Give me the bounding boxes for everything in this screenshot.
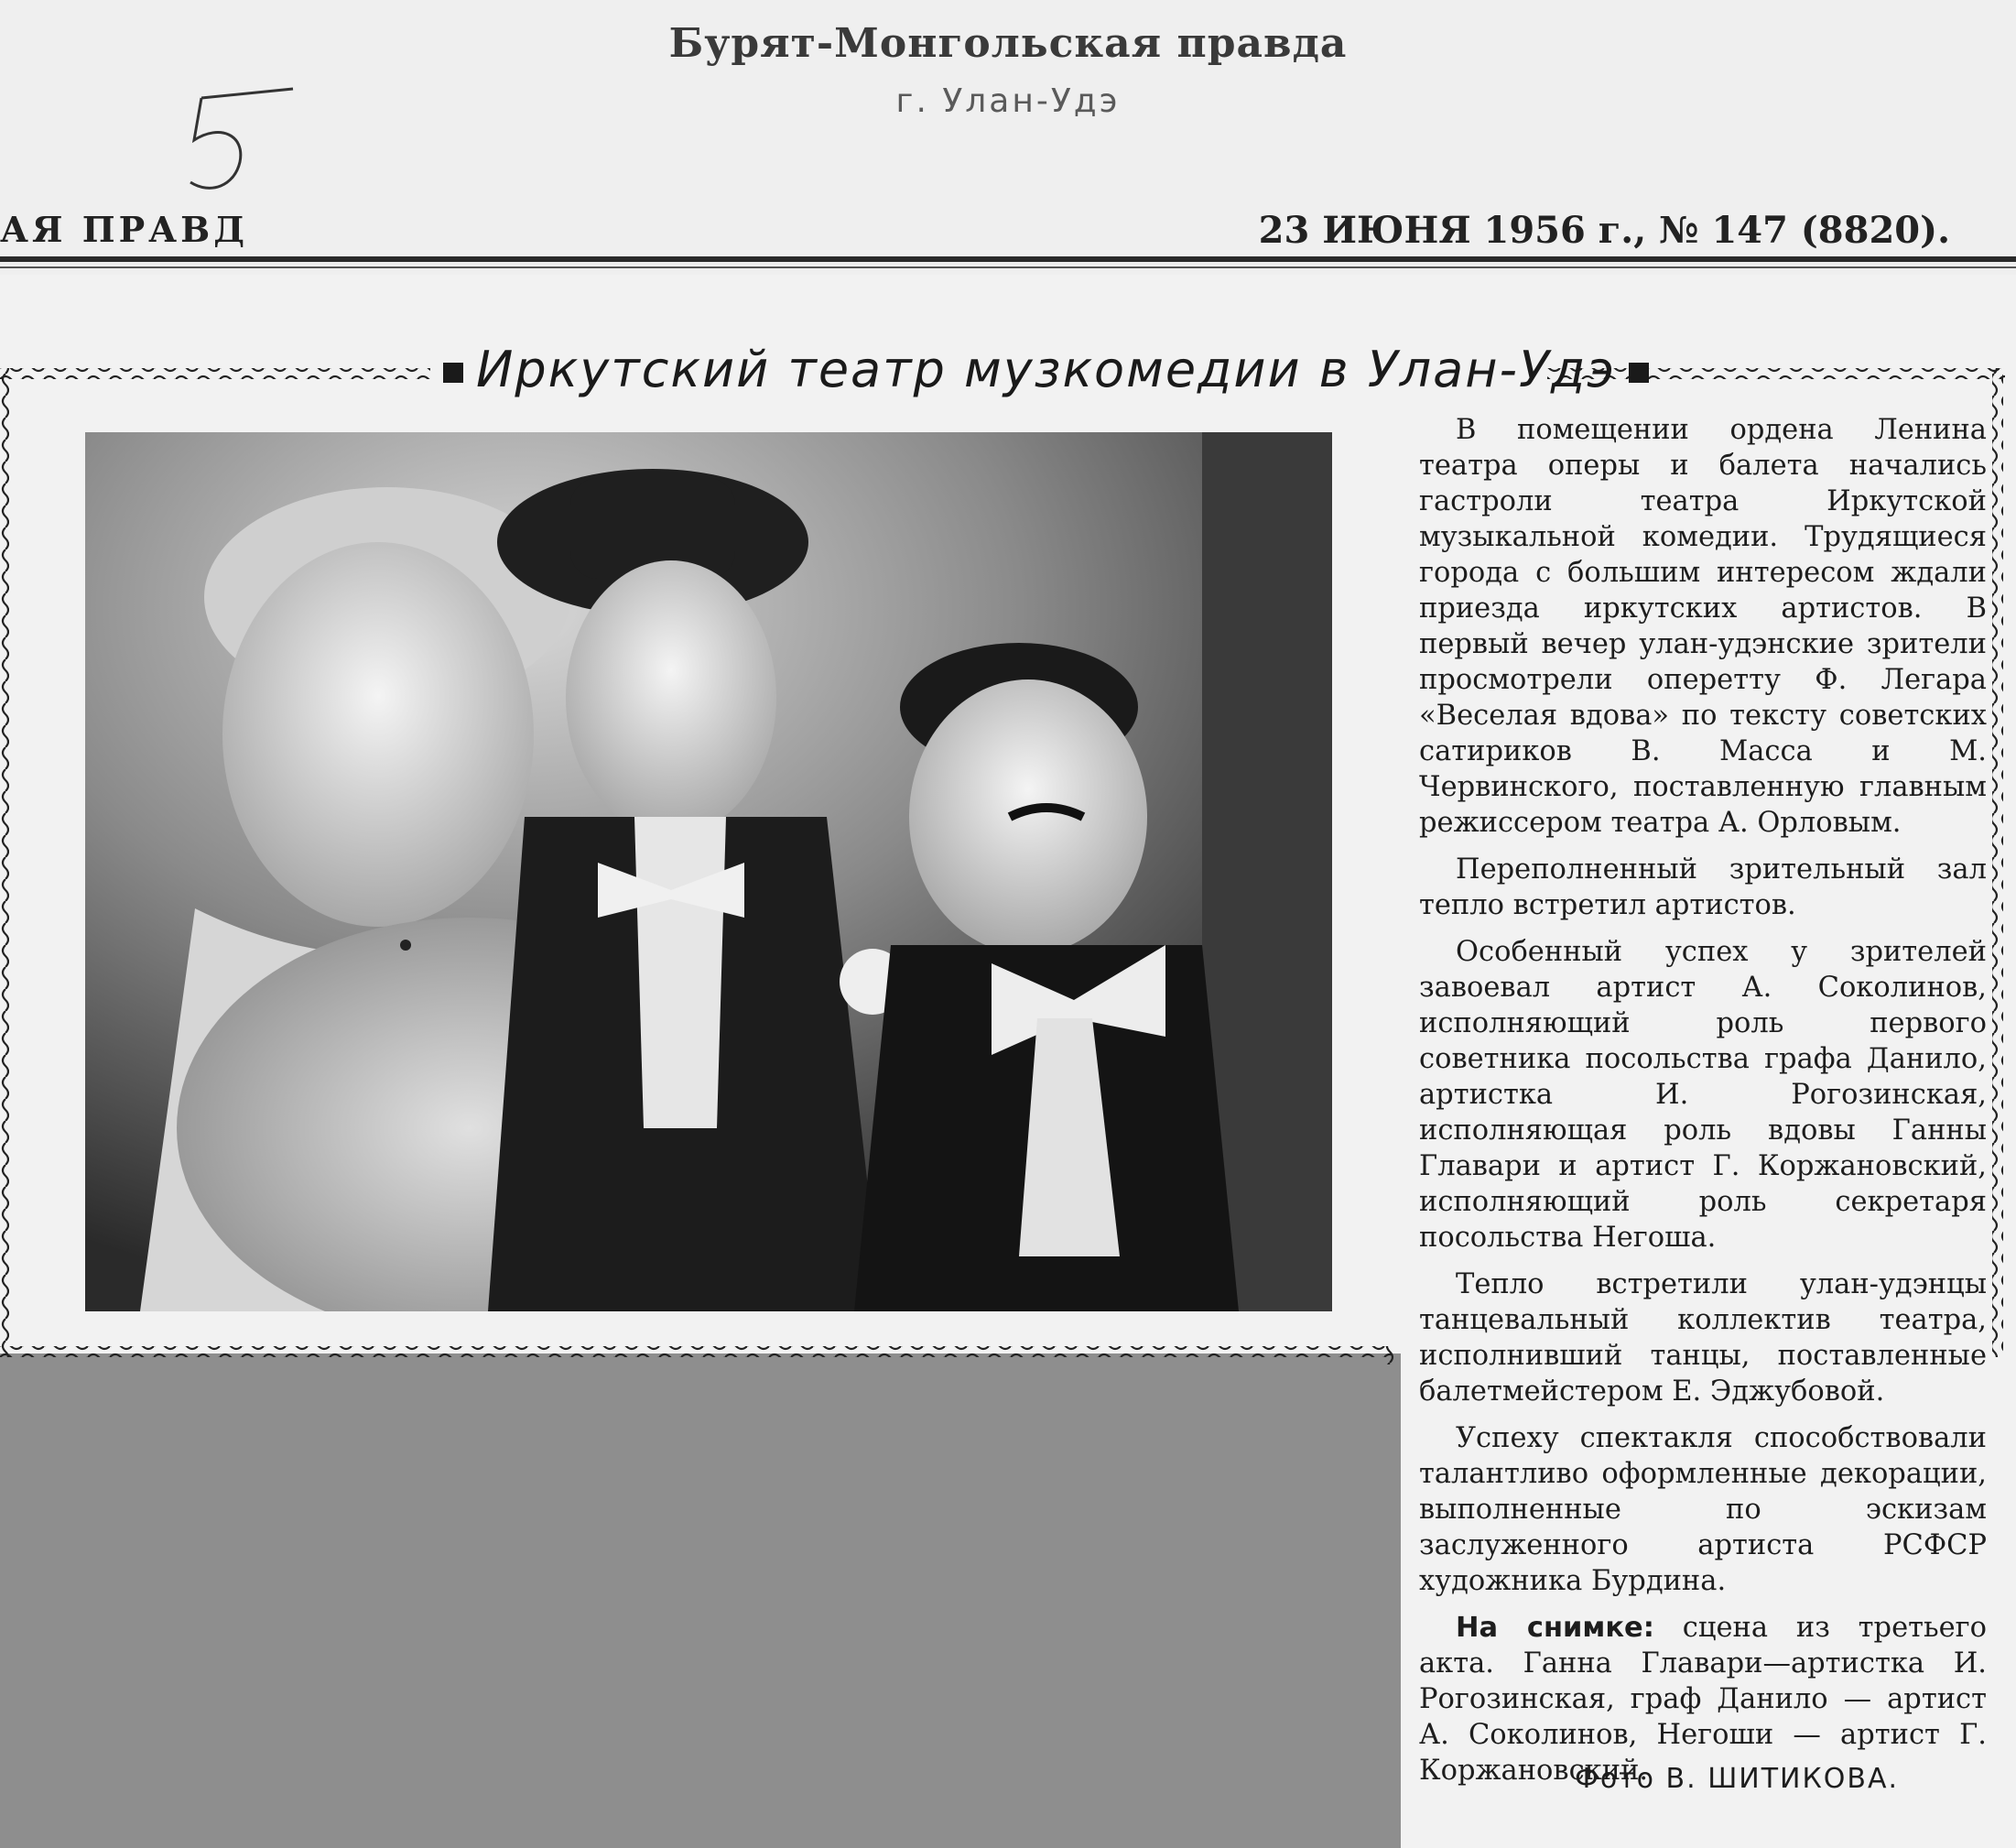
photo-caption bbox=[1419, 1610, 1987, 1788]
article-photo bbox=[85, 432, 1332, 1311]
header-rule bbox=[0, 256, 2016, 262]
article-body bbox=[1419, 412, 1987, 1799]
article-paragraph: Особенный успех у зрителей завоевал артист А. Соколинов, исполняющий роль первого советника посольства графа Данило, артистка И. Рогозинская, исполняющая роль вдовы Ганны Главари и артист Г. Коржановский, исполняющий роль секретаря посольства Негоша. bbox=[1419, 936, 1987, 1254]
square-bullet-icon bbox=[443, 363, 463, 383]
article-paragraph: Успеху спектакля способствовали талантливо оформленные декорации, выполненные по эскизам заслуженного артиста РСФСР художника Бурдина. bbox=[1419, 1422, 1987, 1597]
headline-text: Иркутский театр музкомедии в Улан-Удэ bbox=[476, 341, 1616, 398]
issue-date-number: 23 ИЮНЯ 1956 г., № 147 (8820). bbox=[1258, 209, 1950, 252]
article-headline bbox=[430, 341, 1616, 398]
square-bullet-icon bbox=[1629, 363, 1649, 383]
newspaper-name-stamp: Бурят-Монгольская правда bbox=[668, 20, 1348, 67]
photo-credit: Фото В. ШИТИКОВА. bbox=[1575, 1763, 1900, 1795]
theatre-scene-photo bbox=[85, 432, 1332, 1311]
article-paragraph: В помещении ордена Ленина театра оперы и балета начались гастроли театра Иркутской музыкальной комедии. Трудящиеся города с большим интересом ждали приезда иркутских артистов. В первый вечер улан-удэнские зрители просмотрели оперетту Ф. Легара «Веселая вдова» по тексту советских сатириков В. Масса и М. Червинского, поставленную главным режиссером театра А. Орловым. bbox=[1419, 414, 1987, 839]
article-paragraph: Тепло встретили улан-удэнцы танцевальный коллектив театра, исполнивший танцы, поставленные балетмейстером Е. Эджубовой. bbox=[1419, 1268, 1987, 1408]
caption-label: На снимке: bbox=[1456, 1612, 1654, 1644]
caption-text: сцена из третьего акта. Ганна Главари—артистка И. Рогозинская, граф Данило — артист А. Соколинов, Негоши — артист Г. Коржановский. bbox=[1419, 1612, 1987, 1787]
paper-name-fragment: АЯ ПРАВД bbox=[0, 209, 249, 250]
city-stamp: г. Улан-Удэ bbox=[895, 82, 1121, 120]
article-paragraph: Переполненный зрительный зал тепло встретил артистов. bbox=[1419, 853, 1987, 921]
background-patch bbox=[0, 1353, 1401, 1848]
header-rule-thin bbox=[0, 266, 2016, 268]
handwritten-page-number bbox=[174, 87, 320, 215]
